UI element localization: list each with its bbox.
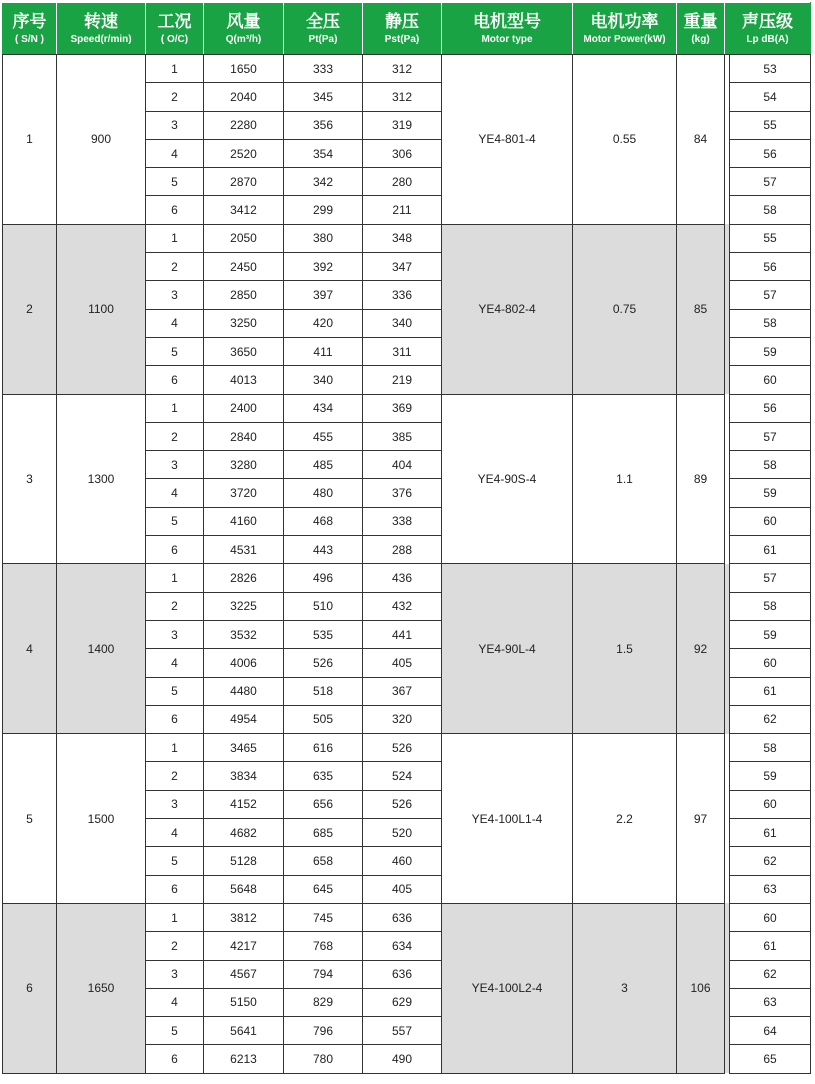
cell-sound-pressure: 59 xyxy=(730,337,811,365)
cell-sound-pressure: 60 xyxy=(730,507,811,535)
cell-airflow: 3280 xyxy=(204,451,284,479)
cell-sound-pressure: 55 xyxy=(730,111,811,139)
cell-sound-pressure: 60 xyxy=(730,790,811,818)
cell-static-pressure: 219 xyxy=(363,366,442,394)
cell-static-pressure: 340 xyxy=(363,309,442,337)
cell-sound-pressure: 59 xyxy=(730,762,811,790)
cell-total-pressure: 829 xyxy=(284,988,363,1016)
cell-static-pressure: 211 xyxy=(363,196,442,224)
cell-static-pressure: 436 xyxy=(363,564,442,592)
cell-weight: 97 xyxy=(677,734,725,904)
cell-total-pressure: 496 xyxy=(284,564,363,592)
cell-static-pressure: 280 xyxy=(363,168,442,196)
cell-static-pressure: 441 xyxy=(363,620,442,648)
cell-sound-pressure: 56 xyxy=(730,253,811,281)
cell-static-pressure: 312 xyxy=(363,55,442,83)
cell-total-pressure: 411 xyxy=(284,337,363,365)
cell-oc: 1 xyxy=(146,564,204,592)
cell-oc: 1 xyxy=(146,224,204,252)
cell-oc: 3 xyxy=(146,281,204,309)
cell-sound-pressure: 54 xyxy=(730,83,811,111)
cell-sound-pressure: 56 xyxy=(730,139,811,167)
cell-speed: 900 xyxy=(57,55,146,225)
cell-total-pressure: 794 xyxy=(284,960,363,988)
cell-sound-pressure: 61 xyxy=(730,819,811,847)
cell-sound-pressure: 62 xyxy=(730,705,811,733)
header-row xyxy=(3,3,811,55)
cell-weight: 84 xyxy=(677,55,725,225)
cell-airflow: 2826 xyxy=(204,564,284,592)
header-sublabel: Speed(r/min) xyxy=(70,33,132,45)
cell-static-pressure: 432 xyxy=(363,592,442,620)
cell-sound-pressure: 61 xyxy=(730,536,811,564)
cell-static-pressure: 634 xyxy=(363,932,442,960)
cell-static-pressure: 490 xyxy=(363,1045,442,1073)
cell-total-pressure: 745 xyxy=(284,903,363,931)
cell-total-pressure: 340 xyxy=(284,366,363,394)
cell-total-pressure: 526 xyxy=(284,649,363,677)
header-sublabel: Motor Power(kW) xyxy=(583,33,666,45)
cell-total-pressure: 480 xyxy=(284,479,363,507)
cell-motor-power: 0.75 xyxy=(573,224,677,394)
cell-total-pressure: 299 xyxy=(284,196,363,224)
header-sn xyxy=(3,3,57,55)
cell-airflow: 3412 xyxy=(204,196,284,224)
header-sublabel: Q(m³/h) xyxy=(225,33,262,45)
cell-total-pressure: 354 xyxy=(284,139,363,167)
cell-total-pressure: 356 xyxy=(284,111,363,139)
cell-motor-type: YE4-90S-4 xyxy=(442,394,573,564)
cell-oc: 6 xyxy=(146,875,204,903)
cell-airflow: 2840 xyxy=(204,422,284,450)
header-sublabel: Pst(Pa) xyxy=(384,33,420,45)
cell-sound-pressure: 53 xyxy=(730,55,811,83)
cell-sn: 2 xyxy=(3,224,57,394)
cell-motor-power: 3 xyxy=(573,903,677,1073)
cell-airflow: 3812 xyxy=(204,903,284,931)
cell-oc: 6 xyxy=(146,536,204,564)
cell-airflow: 4013 xyxy=(204,366,284,394)
cell-oc: 6 xyxy=(146,196,204,224)
cell-speed: 1300 xyxy=(57,394,146,564)
cell-total-pressure: 333 xyxy=(284,55,363,83)
header-sublabel: Pt(Pa) xyxy=(308,33,338,45)
cell-motor-type: YE4-100L2-4 xyxy=(442,903,573,1073)
cell-airflow: 4531 xyxy=(204,536,284,564)
header-motor-power xyxy=(573,3,677,55)
cell-airflow: 2280 xyxy=(204,111,284,139)
cell-airflow: 2520 xyxy=(204,139,284,167)
cell-oc: 3 xyxy=(146,620,204,648)
cell-total-pressure: 345 xyxy=(284,83,363,111)
cell-total-pressure: 434 xyxy=(284,394,363,422)
cell-static-pressure: 319 xyxy=(363,111,442,139)
cell-sn: 5 xyxy=(3,734,57,904)
cell-oc: 5 xyxy=(146,1017,204,1045)
header-sublabel: (kg) xyxy=(691,33,710,45)
cell-sn: 4 xyxy=(3,564,57,734)
cell-static-pressure: 288 xyxy=(363,536,442,564)
cell-sound-pressure: 60 xyxy=(730,366,811,394)
table-row xyxy=(3,564,811,592)
cell-oc: 5 xyxy=(146,168,204,196)
cell-sound-pressure: 65 xyxy=(730,1045,811,1073)
cell-static-pressure: 526 xyxy=(363,734,442,762)
cell-static-pressure: 347 xyxy=(363,253,442,281)
cell-static-pressure: 636 xyxy=(363,960,442,988)
cell-static-pressure: 376 xyxy=(363,479,442,507)
cell-oc: 3 xyxy=(146,960,204,988)
cell-sound-pressure: 64 xyxy=(730,1017,811,1045)
cell-total-pressure: 342 xyxy=(284,168,363,196)
header-sublabel: Lp dB(A) xyxy=(746,33,789,45)
cell-airflow: 3720 xyxy=(204,479,284,507)
cell-airflow: 4954 xyxy=(204,705,284,733)
cell-static-pressure: 311 xyxy=(363,337,442,365)
cell-oc: 5 xyxy=(146,337,204,365)
header-label: 序号 xyxy=(12,11,47,32)
cell-static-pressure: 369 xyxy=(363,394,442,422)
cell-static-pressure: 557 xyxy=(363,1017,442,1045)
cell-oc: 6 xyxy=(146,366,204,394)
cell-oc: 6 xyxy=(146,1045,204,1073)
cell-weight: 89 xyxy=(677,394,725,564)
cell-oc: 5 xyxy=(146,507,204,535)
cell-static-pressure: 404 xyxy=(363,451,442,479)
cell-total-pressure: 443 xyxy=(284,536,363,564)
cell-static-pressure: 629 xyxy=(363,988,442,1016)
cell-total-pressure: 380 xyxy=(284,224,363,252)
cell-airflow: 4682 xyxy=(204,819,284,847)
cell-airflow: 4567 xyxy=(204,960,284,988)
cell-total-pressure: 658 xyxy=(284,847,363,875)
cell-airflow: 1650 xyxy=(204,55,284,83)
cell-sound-pressure: 58 xyxy=(730,309,811,337)
cell-oc: 1 xyxy=(146,734,204,762)
cell-airflow: 2870 xyxy=(204,168,284,196)
cell-sound-pressure: 63 xyxy=(730,988,811,1016)
cell-total-pressure: 656 xyxy=(284,790,363,818)
cell-sound-pressure: 63 xyxy=(730,875,811,903)
cell-static-pressure: 524 xyxy=(363,762,442,790)
cell-static-pressure: 306 xyxy=(363,139,442,167)
cell-oc: 5 xyxy=(146,677,204,705)
cell-airflow: 3250 xyxy=(204,309,284,337)
header-weight xyxy=(677,3,725,55)
cell-sound-pressure: 57 xyxy=(730,422,811,450)
cell-sound-pressure: 59 xyxy=(730,620,811,648)
cell-static-pressure: 405 xyxy=(363,875,442,903)
cell-sound-pressure: 58 xyxy=(730,451,811,479)
cell-total-pressure: 685 xyxy=(284,819,363,847)
cell-airflow: 5128 xyxy=(204,847,284,875)
cell-oc: 1 xyxy=(146,394,204,422)
cell-motor-power: 1.1 xyxy=(573,394,677,564)
cell-airflow: 2040 xyxy=(204,83,284,111)
cell-static-pressure: 312 xyxy=(363,83,442,111)
cell-total-pressure: 420 xyxy=(284,309,363,337)
cell-oc: 4 xyxy=(146,649,204,677)
cell-total-pressure: 635 xyxy=(284,762,363,790)
header-label: 静压 xyxy=(385,11,419,32)
cell-total-pressure: 796 xyxy=(284,1017,363,1045)
cell-motor-type: YE4-90L-4 xyxy=(442,564,573,734)
cell-sound-pressure: 60 xyxy=(730,903,811,931)
cell-total-pressure: 468 xyxy=(284,507,363,535)
cell-static-pressure: 405 xyxy=(363,649,442,677)
cell-total-pressure: 510 xyxy=(284,592,363,620)
header-label: 声压级 xyxy=(742,11,793,32)
cell-total-pressure: 455 xyxy=(284,422,363,450)
cell-static-pressure: 336 xyxy=(363,281,442,309)
header-label: 重量 xyxy=(683,11,718,32)
cell-static-pressure: 338 xyxy=(363,507,442,535)
cell-airflow: 2450 xyxy=(204,253,284,281)
header-oc xyxy=(146,3,204,55)
cell-oc: 6 xyxy=(146,705,204,733)
cell-sound-pressure: 62 xyxy=(730,847,811,875)
cell-total-pressure: 397 xyxy=(284,281,363,309)
cell-sound-pressure: 58 xyxy=(730,592,811,620)
table-row xyxy=(3,734,811,762)
cell-total-pressure: 616 xyxy=(284,734,363,762)
table-body xyxy=(3,55,811,1074)
cell-speed: 1400 xyxy=(57,564,146,734)
header-total-pressure xyxy=(284,3,363,55)
cell-sound-pressure: 57 xyxy=(730,168,811,196)
cell-total-pressure: 485 xyxy=(284,451,363,479)
cell-sn: 3 xyxy=(3,394,57,564)
header-label: 电机型号 xyxy=(473,11,541,32)
cell-airflow: 4160 xyxy=(204,507,284,535)
header-label: 全压 xyxy=(306,11,340,32)
header-label: 转速 xyxy=(84,11,118,32)
cell-weight: 85 xyxy=(677,224,725,394)
cell-oc: 4 xyxy=(146,139,204,167)
cell-oc: 2 xyxy=(146,83,204,111)
cell-motor-type: YE4-802-4 xyxy=(442,224,573,394)
cell-static-pressure: 385 xyxy=(363,422,442,450)
cell-sound-pressure: 58 xyxy=(730,734,811,762)
cell-weight: 106 xyxy=(677,903,725,1073)
cell-sn: 1 xyxy=(3,55,57,225)
cell-airflow: 5648 xyxy=(204,875,284,903)
cell-airflow: 3532 xyxy=(204,620,284,648)
cell-motor-power: 1.5 xyxy=(573,564,677,734)
cell-sound-pressure: 57 xyxy=(730,564,811,592)
header-sublabel: ( O/C) xyxy=(160,33,189,45)
cell-total-pressure: 768 xyxy=(284,932,363,960)
cell-sound-pressure: 60 xyxy=(730,649,811,677)
cell-total-pressure: 505 xyxy=(284,705,363,733)
cell-speed: 1100 xyxy=(57,224,146,394)
cell-static-pressure: 367 xyxy=(363,677,442,705)
cell-oc: 2 xyxy=(146,762,204,790)
cell-static-pressure: 348 xyxy=(363,224,442,252)
header-speed xyxy=(57,3,146,55)
cell-oc: 3 xyxy=(146,790,204,818)
header-static-pressure xyxy=(363,3,442,55)
cell-oc: 4 xyxy=(146,479,204,507)
cell-speed: 1650 xyxy=(57,903,146,1073)
cell-sound-pressure: 59 xyxy=(730,479,811,507)
cell-sound-pressure: 62 xyxy=(730,960,811,988)
cell-oc: 4 xyxy=(146,988,204,1016)
cell-airflow: 2050 xyxy=(204,224,284,252)
cell-oc: 2 xyxy=(146,422,204,450)
cell-oc: 1 xyxy=(146,55,204,83)
header-sound-pressure xyxy=(725,3,811,55)
cell-oc: 3 xyxy=(146,111,204,139)
cell-motor-power: 2.2 xyxy=(573,734,677,904)
cell-oc: 2 xyxy=(146,592,204,620)
cell-airflow: 6213 xyxy=(204,1045,284,1073)
cell-motor-power: 0.55 xyxy=(573,55,677,225)
cell-motor-type: YE4-100L1-4 xyxy=(442,734,573,904)
header-sublabel: Motor type xyxy=(481,33,533,45)
cell-motor-type: YE4-801-4 xyxy=(442,55,573,225)
header-label: 电机功率 xyxy=(590,11,659,32)
cell-oc: 3 xyxy=(146,451,204,479)
cell-oc: 2 xyxy=(146,253,204,281)
cell-airflow: 3465 xyxy=(204,734,284,762)
cell-airflow: 2400 xyxy=(204,394,284,422)
cell-oc: 4 xyxy=(146,309,204,337)
cell-oc: 1 xyxy=(146,903,204,931)
cell-total-pressure: 518 xyxy=(284,677,363,705)
cell-weight: 92 xyxy=(677,564,725,734)
cell-airflow: 2850 xyxy=(204,281,284,309)
cell-speed: 1500 xyxy=(57,734,146,904)
cell-static-pressure: 520 xyxy=(363,819,442,847)
cell-airflow: 3225 xyxy=(204,592,284,620)
header-label: 风量 xyxy=(226,11,261,32)
fan-performance-table xyxy=(2,2,811,1074)
cell-static-pressure: 526 xyxy=(363,790,442,818)
header-motor-type xyxy=(442,3,573,55)
cell-sound-pressure: 56 xyxy=(730,394,811,422)
cell-sound-pressure: 61 xyxy=(730,932,811,960)
cell-oc: 5 xyxy=(146,847,204,875)
table-row xyxy=(3,903,811,931)
cell-static-pressure: 460 xyxy=(363,847,442,875)
cell-sound-pressure: 58 xyxy=(730,196,811,224)
cell-oc: 2 xyxy=(146,932,204,960)
cell-airflow: 4152 xyxy=(204,790,284,818)
cell-airflow: 5641 xyxy=(204,1017,284,1045)
table-row xyxy=(3,55,811,83)
cell-sound-pressure: 57 xyxy=(730,281,811,309)
header-label: 工况 xyxy=(157,11,192,32)
cell-airflow: 3650 xyxy=(204,337,284,365)
cell-airflow: 4217 xyxy=(204,932,284,960)
cell-airflow: 4006 xyxy=(204,649,284,677)
cell-sound-pressure: 61 xyxy=(730,677,811,705)
cell-total-pressure: 392 xyxy=(284,253,363,281)
cell-sn: 6 xyxy=(3,903,57,1073)
header-sublabel: ( S/N ) xyxy=(15,33,44,45)
cell-oc: 4 xyxy=(146,819,204,847)
cell-static-pressure: 320 xyxy=(363,705,442,733)
table-row xyxy=(3,394,811,422)
cell-airflow: 4480 xyxy=(204,677,284,705)
cell-total-pressure: 535 xyxy=(284,620,363,648)
cell-total-pressure: 645 xyxy=(284,875,363,903)
cell-static-pressure: 636 xyxy=(363,903,442,931)
table-row xyxy=(3,224,811,252)
cell-airflow: 3834 xyxy=(204,762,284,790)
cell-total-pressure: 780 xyxy=(284,1045,363,1073)
header-airflow xyxy=(204,3,284,55)
cell-sound-pressure: 55 xyxy=(730,224,811,252)
cell-airflow: 5150 xyxy=(204,988,284,1016)
